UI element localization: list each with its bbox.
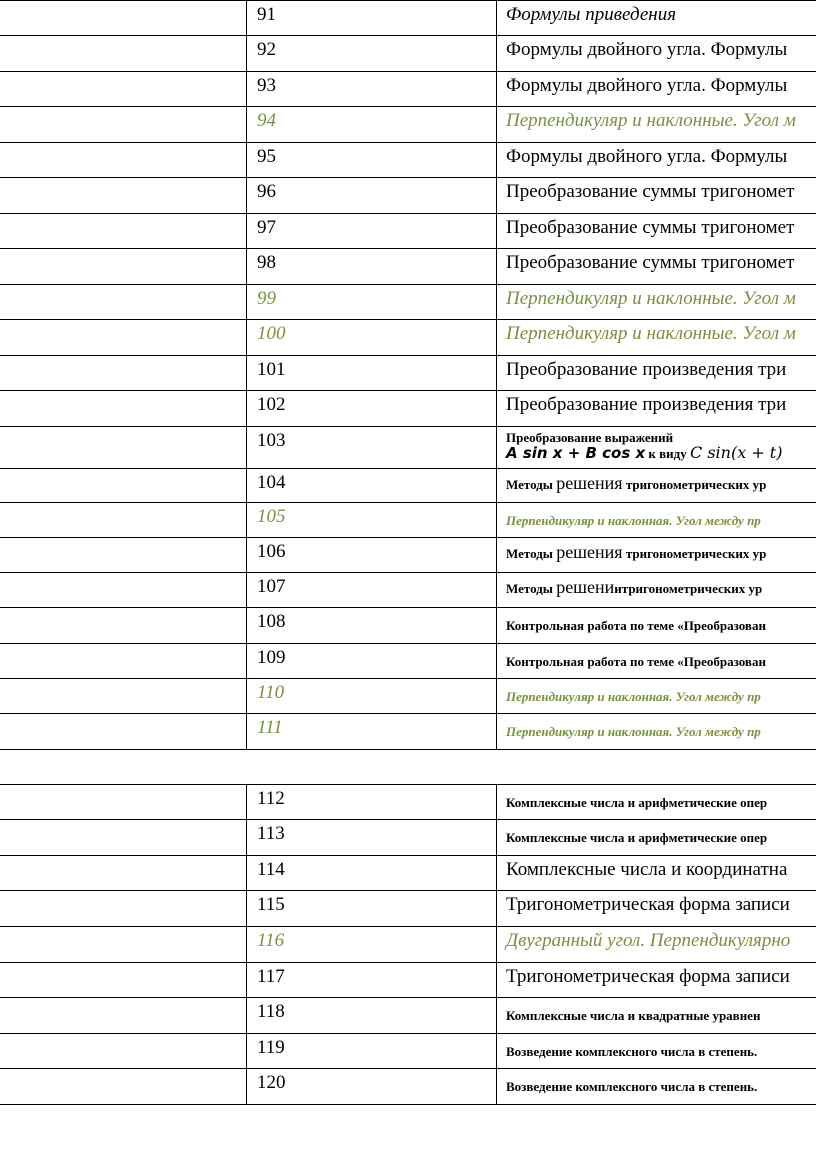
lesson-topic: Комплексные числа и арифметические опер — [506, 830, 768, 846]
topic-part: решения — [556, 541, 623, 562]
lesson-topic — [497, 538, 816, 572]
lesson-topic: Комплексные числа и квадратные уравнен — [506, 1008, 761, 1024]
table-row — [0, 538, 816, 573]
table-row — [0, 469, 816, 503]
lesson-topic: Контрольная работа по теме «Преобразован — [506, 653, 766, 669]
empty-cell — [0, 391, 247, 426]
empty-cell — [0, 1069, 247, 1104]
table-row — [0, 214, 816, 250]
topic-part: тригонометрических ур — [622, 545, 767, 561]
empty-cell — [0, 820, 247, 855]
lesson-number: 99 — [247, 285, 497, 320]
table-row — [0, 391, 816, 427]
lesson-number: 111 — [247, 714, 497, 748]
lesson-topic: Перпендикуляр и наклонная. Угол между пр — [506, 688, 761, 704]
lesson-number: 108 — [247, 608, 497, 642]
topic-part: Методы — [506, 476, 557, 492]
lesson-number: 101 — [247, 356, 497, 391]
lesson-number: 115 — [247, 891, 497, 926]
lesson-topic: Возведение комплексного числа в степень. — [506, 1043, 758, 1059]
empty-cell — [0, 608, 247, 642]
lesson-topic: Двугранный угол. Перпендикулярно — [506, 929, 791, 951]
lesson-number: 95 — [247, 143, 497, 178]
lesson-number: 91 — [247, 1, 497, 35]
lesson-number: 103 — [247, 427, 497, 468]
lesson-number: 96 — [247, 178, 497, 213]
table-row — [0, 714, 816, 749]
table-row — [0, 998, 816, 1034]
lesson-topic: Формулы двойного угла. Формулы — [506, 145, 788, 167]
empty-cell — [0, 143, 247, 178]
lesson-topic: Перпендикуляр и наклонные. Угол м — [506, 323, 796, 344]
lesson-topic: Формулы приведения — [506, 4, 677, 25]
table-row — [0, 107, 816, 143]
lesson-number: 105 — [247, 503, 497, 537]
table-row — [0, 0, 816, 36]
lesson-topic: Комплексные числа и координатна — [506, 858, 788, 880]
table-row — [0, 679, 816, 714]
lesson-number: 97 — [247, 214, 497, 249]
lesson-topic: Преобразование суммы тригономет — [506, 181, 795, 202]
topic-part: тригонометрических ур — [622, 476, 767, 492]
lesson-topic: Перпендикуляр и наклонные. Угол м — [506, 287, 796, 309]
lesson-number: 112 — [247, 785, 497, 820]
empty-cell — [0, 356, 247, 391]
table-row — [0, 963, 816, 999]
lesson-topic: Перпендикуляр и наклонные. Угол м — [506, 110, 796, 131]
lesson-topic — [497, 427, 816, 468]
formula-expression: A sin x + B cos x — [506, 443, 646, 462]
empty-cell — [0, 644, 247, 678]
lesson-topic: Формулы двойного угла. Формулы — [506, 39, 788, 60]
empty-cell — [0, 285, 247, 320]
lesson-topic: Перпендикуляр и наклонная. Угол между пр — [506, 512, 761, 528]
lesson-number: 94 — [247, 107, 497, 142]
empty-cell — [0, 427, 247, 468]
topic-line: Преобразование выражений — [506, 429, 674, 445]
lesson-topic: Контрольная работа по теме «Преобразован — [506, 618, 766, 634]
topic-part: итригонометрических ур — [614, 581, 763, 597]
empty-cell — [0, 503, 247, 537]
empty-cell — [0, 36, 247, 71]
lesson-number: 110 — [247, 679, 497, 713]
table-row — [0, 608, 816, 643]
table-row — [0, 427, 816, 469]
lesson-number: 118 — [247, 998, 497, 1033]
lesson-number: 106 — [247, 538, 497, 572]
lesson-number: 98 — [247, 249, 497, 284]
lesson-number: 119 — [247, 1034, 497, 1069]
table-row — [0, 36, 816, 72]
table-row — [0, 320, 816, 356]
table-row — [0, 1034, 816, 1070]
topic-part: Методы — [506, 545, 557, 561]
lesson-topic: Преобразование суммы тригономет — [506, 216, 795, 238]
empty-cell — [0, 856, 247, 891]
empty-cell — [0, 679, 247, 713]
table-row — [0, 178, 816, 214]
lesson-number: 120 — [247, 1069, 497, 1104]
lesson-topic: Комплексные числа и арифметические опер — [506, 794, 768, 810]
table-row — [0, 143, 816, 179]
empty-cell — [0, 538, 247, 572]
lesson-number: 104 — [247, 469, 497, 502]
topic-part: Методы — [506, 581, 557, 597]
topic-formula-line — [506, 442, 816, 462]
empty-cell — [0, 320, 247, 355]
formula-target: C sin(x + t) — [690, 442, 783, 462]
section-gap — [0, 750, 816, 785]
empty-cell — [0, 214, 247, 249]
lesson-number: 113 — [247, 820, 497, 855]
lesson-topic: Формулы двойного угла. Формулы — [506, 74, 788, 96]
empty-cell — [0, 785, 247, 820]
table-row — [0, 785, 816, 821]
table-row — [0, 927, 816, 963]
empty-cell — [0, 714, 247, 748]
empty-cell — [0, 573, 247, 607]
table-row — [0, 285, 816, 321]
lesson-number: 92 — [247, 36, 497, 71]
lesson-topic: Тригонометрическая форма записи — [506, 965, 790, 987]
lesson-number: 102 — [247, 391, 497, 426]
empty-cell — [0, 178, 247, 213]
empty-cell — [0, 107, 247, 142]
formula-connector: к виду — [645, 445, 690, 461]
lesson-number: 116 — [247, 927, 497, 962]
lesson-topic: Возведение комплексного числа в степень. — [506, 1079, 758, 1095]
table-row — [0, 72, 816, 108]
topic-part: решени — [556, 577, 615, 598]
lesson-number: 100 — [247, 320, 497, 355]
lesson-topic: Преобразование суммы тригономет — [506, 252, 795, 273]
table-row — [0, 503, 816, 538]
lesson-number: 93 — [247, 72, 497, 107]
empty-cell — [0, 963, 247, 998]
lesson-number: 114 — [247, 856, 497, 891]
lesson-number: 109 — [247, 644, 497, 678]
lesson-topic: Тригонометрическая форма записи — [506, 894, 790, 916]
lesson-number: 117 — [247, 963, 497, 998]
lesson-topic: Преобразование произведения три — [506, 358, 787, 380]
table-row — [0, 856, 816, 892]
empty-cell — [0, 469, 247, 502]
table-row — [0, 820, 816, 856]
empty-cell — [0, 1, 247, 35]
topic-part: решения — [556, 472, 623, 493]
table-row — [0, 891, 816, 927]
empty-cell — [0, 998, 247, 1033]
lesson-topic: Преобразование произведения три — [506, 394, 787, 415]
table-row — [0, 1069, 816, 1105]
empty-cell — [0, 891, 247, 926]
empty-cell — [0, 72, 247, 107]
table-row — [0, 249, 816, 285]
table-row — [0, 356, 816, 392]
empty-cell — [0, 249, 247, 284]
empty-cell — [0, 1034, 247, 1069]
lesson-topic: Перпендикуляр и наклонная. Угол между пр — [506, 724, 761, 740]
table-row — [0, 644, 816, 679]
table-row — [0, 573, 816, 608]
lesson-topic — [497, 469, 816, 502]
empty-cell — [0, 927, 247, 962]
lesson-topic — [497, 573, 816, 607]
lesson-number: 107 — [247, 573, 497, 607]
